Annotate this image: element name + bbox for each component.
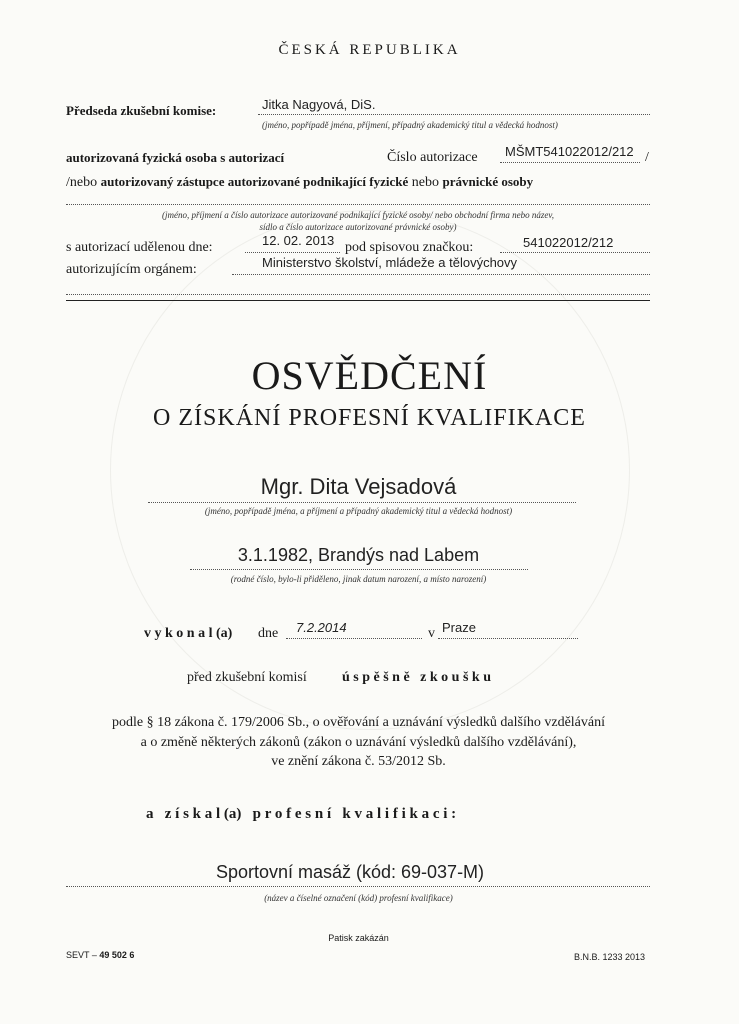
- footer-left-number: 49 502 6: [99, 950, 135, 960]
- qualification-line: [66, 886, 650, 887]
- auth-line2: [66, 174, 533, 191]
- section-divider: [66, 300, 650, 301]
- auth-entity-line: [66, 204, 650, 205]
- committee-text: před zkušební komisí: [187, 670, 307, 685]
- chair-value: Jitka Nagyová, DiS.: [262, 97, 376, 112]
- chair-note: (jméno, popřípadě jména, příjmení, případný akademický titul a vědecká hodnost): [262, 120, 558, 130]
- file-line: [500, 252, 650, 253]
- granted-value: 12. 02. 2013: [262, 233, 335, 248]
- holder-name-line: [148, 502, 576, 503]
- document-subtitle: O ZÍSKÁNÍ PROFESNÍ KVALIFIKACE: [153, 405, 586, 431]
- auth-line2-bold2: právnické osoby: [442, 174, 534, 189]
- footer-left-code: [66, 950, 134, 960]
- file-value: 541022012/212: [523, 235, 614, 250]
- auth-line2-prefix: /nebo: [66, 175, 98, 190]
- auth-number-label: Číslo autorizace: [387, 150, 478, 165]
- success-text: ú s p ě š n ě z k o u š k u: [342, 670, 491, 685]
- watermark-seal: [110, 210, 630, 730]
- file-label: pod spisovou značkou:: [345, 240, 474, 255]
- blank-line: [66, 294, 650, 295]
- holder-birth-note: (rodné číslo, bylo-li přiděleno, jinak datum narození, a místo narození): [230, 574, 487, 584]
- holder-name-note: (jméno, popřípadě jména, a příjmení a případný akademický titul a vědecká hodnost): [204, 506, 513, 516]
- auth-line2-bold: autorizovaný zástupce autorizované podnikající fyzické: [100, 174, 409, 189]
- auth-line2-mid: nebo: [411, 175, 439, 190]
- auth-note-2: sídlo a číslo autorizace autorizované právnické osoby): [259, 222, 457, 232]
- authority-value: Ministerstvo školství, mládeže a tělovýchovy: [262, 255, 518, 270]
- granted-line: [245, 252, 340, 253]
- qualification-heading: a z í s k a l (a) p r o f e s n í k v a l i f i k a c i :: [146, 806, 457, 822]
- granted-label: s autorizací udělenou dne:: [66, 240, 213, 255]
- reprint-note: Patisk zakázán: [328, 933, 389, 943]
- chair-line: [258, 114, 650, 115]
- auth-number-value: MŠMT541022012/212: [505, 144, 634, 159]
- place-line: [438, 638, 578, 639]
- auth-slash: /: [645, 150, 649, 165]
- holder-name: Mgr. Dita Vejsadová: [260, 474, 457, 499]
- auth-number-line: [500, 162, 640, 163]
- law-line-3: ve znění zákona č. 53/2012 Sb.: [271, 754, 446, 769]
- auth-note-1: (jméno, příjmení a číslo autorizace autorizované podnikající fyzické osoby/ nebo obchodní firma nebo název,: [161, 210, 554, 220]
- law-line-2: a o změně některých zákonů (zákon o uznávání výsledků dalšího vzdělávání),: [140, 735, 577, 750]
- law-line-1: podle § 18 zákona č. 179/2006 Sb., o ověřování a uznávání výsledků dalšího vzdělávání: [112, 715, 605, 730]
- document-title: OSVĚDČENÍ: [251, 353, 488, 398]
- date-value: 7.2.2014: [296, 620, 347, 635]
- footer-right-code: B.N.B. 1233 2013: [574, 952, 646, 962]
- holder-birth: 3.1.1982, Brandýs nad Labem: [237, 545, 480, 565]
- holder-birth-line: [190, 569, 528, 570]
- qualification-note: (název a číselné označení (kód) profesní kvalifikace): [264, 893, 453, 903]
- auth-person-label: autorizovaná fyzická osoba s autorizací: [66, 150, 285, 165]
- place-value: Praze: [442, 620, 476, 635]
- place-label: v: [428, 626, 435, 641]
- footer-left-prefix: SEVT –: [66, 950, 97, 960]
- date-line: [286, 638, 422, 639]
- performed-label: v y k o n a l (a): [144, 626, 233, 641]
- qualification-value: Sportovní masáž (kód: 69-037-M): [215, 862, 485, 882]
- chair-label: Předseda zkušební komise:: [66, 103, 217, 118]
- date-label: dne: [258, 626, 279, 641]
- country-header: ČESKÁ REPUBLIKA: [278, 42, 461, 58]
- authority-label: autorizujícím orgánem:: [66, 262, 197, 277]
- authority-line: [232, 274, 650, 275]
